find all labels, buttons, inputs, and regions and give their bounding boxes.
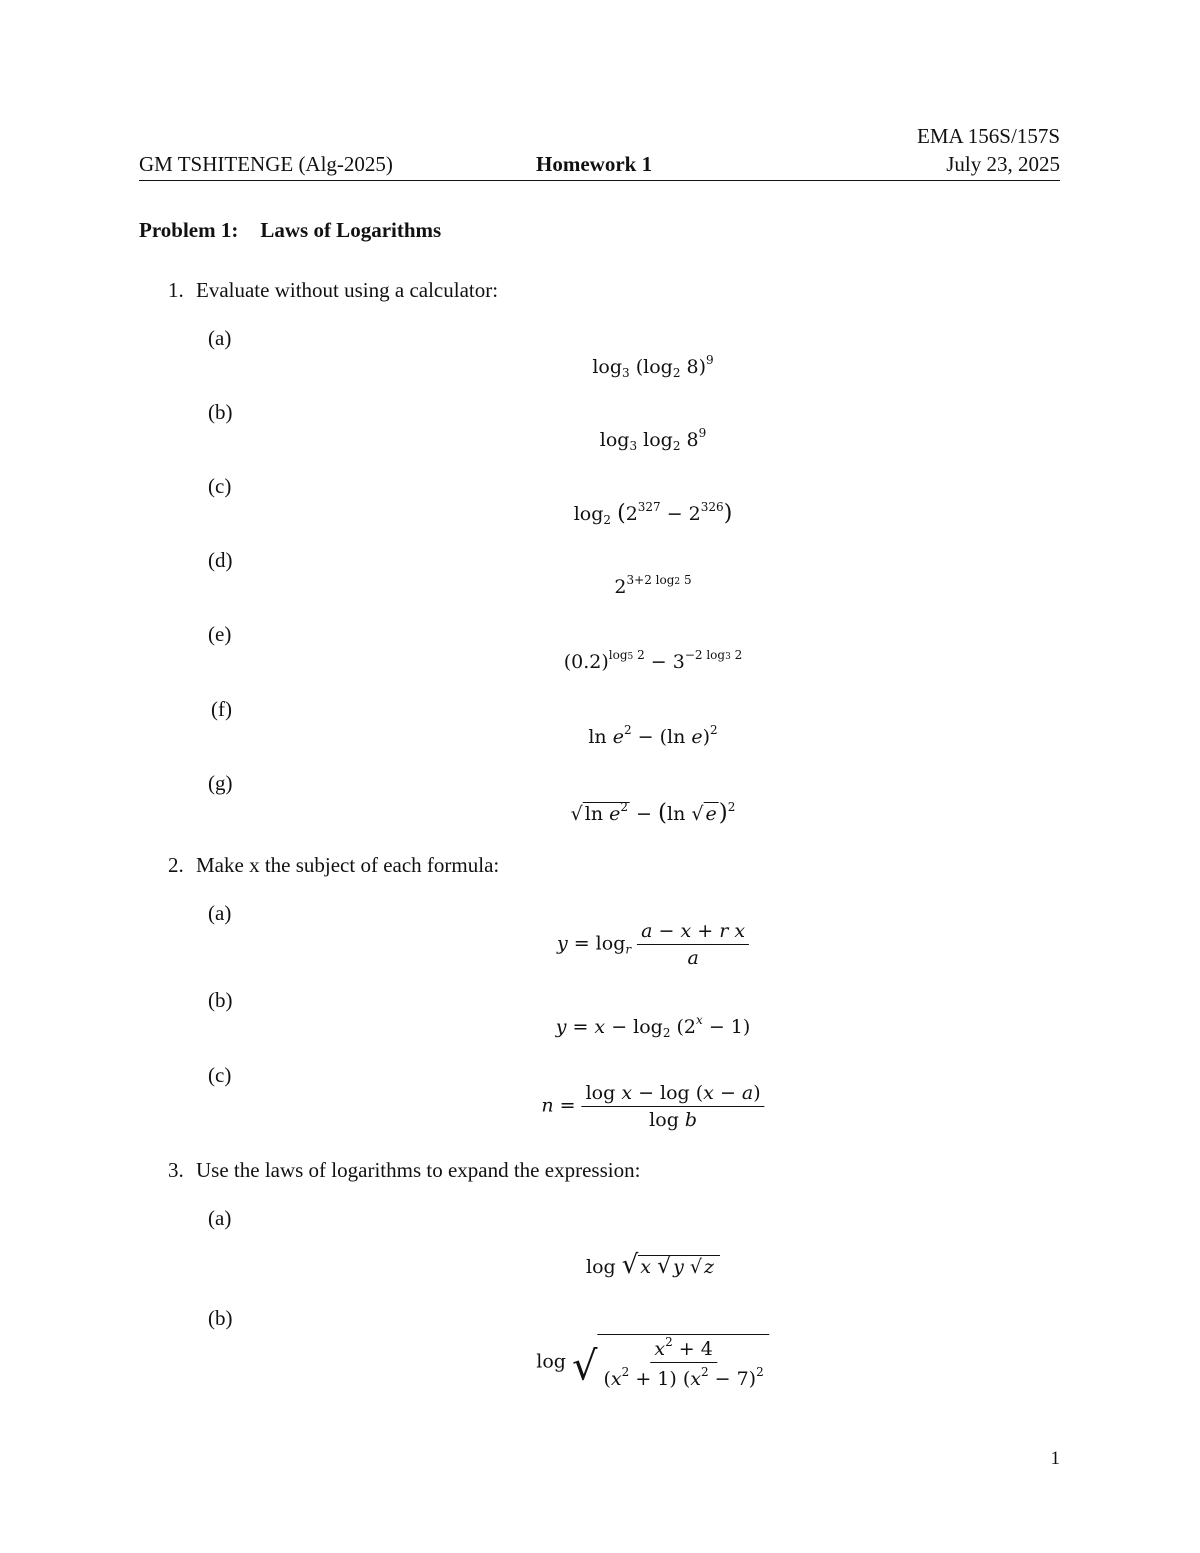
- math-expression: $\log_2 (2^{327} - 2^{326})$: [573, 500, 733, 527]
- document-title: Homework 1: [536, 152, 653, 176]
- author-label: GM TSHITENGE (Alg-2025): [139, 152, 393, 176]
- question-number: 3.: [168, 1158, 184, 1182]
- math-expression: $\log_3 (\log_2$ 8)$^9$: [592, 353, 714, 380]
- part-label: (g): [208, 771, 233, 795]
- part-label: (b): [208, 400, 233, 424]
- header-rule: [139, 180, 1060, 181]
- part-label: (b): [208, 988, 233, 1012]
- part-label: (a): [208, 901, 232, 925]
- math-expression: $\ln e^2 - (\ln$ e)$^2$: [588, 723, 718, 748]
- question-text: Make x the subject of each formula:: [196, 853, 500, 877]
- math-expression: $2^{3+2 log2 5}$: [614, 573, 692, 598]
- question-text: Evaluate without using a calculator:: [196, 278, 499, 302]
- math-expression: $y = x - \log_2 (2^x - 1)$: [555, 1013, 751, 1040]
- part-label: (b): [208, 1306, 233, 1330]
- problem-heading: [139, 218, 441, 243]
- math-expression: $\log_3 \log_2 8^9$: [599, 426, 707, 453]
- question-text: Use the laws of logarithms to expand the expression:: [196, 1158, 641, 1182]
- part-label: (c): [208, 474, 232, 498]
- problem-label: Problem 1:: [139, 218, 239, 242]
- part-label: (d): [208, 548, 233, 572]
- math-expression: n = $\frac{\text{log x − log (x − a)}}{\text{log b}}$: [541, 1082, 764, 1131]
- question-1: [168, 278, 498, 303]
- question-3: [168, 1158, 640, 1183]
- question-number: 1.: [168, 278, 184, 302]
- part-label: (a): [208, 326, 232, 350]
- math-expression: log √ x √ y √ z: [586, 1250, 720, 1280]
- date-label: July 23, 2025: [946, 152, 1060, 176]
- math-expression: log √ $\frac{x^2 + 4}{(x^2 + 1) (x^2 - 7)^2}$: [536, 1334, 769, 1390]
- part-label: (c): [208, 1063, 232, 1087]
- math-expression: $(0.2)^{log5 2} - 3^{-2 log3 2}$: [563, 648, 743, 673]
- math-expression: √ $\ln e^2 - (\ln$ √ e)$^2$: [570, 800, 736, 826]
- problem-title: Laws of Logarithms: [260, 218, 442, 242]
- question-number: 2.: [168, 853, 184, 877]
- question-2: [168, 853, 499, 878]
- course-code: EMA 156S/157S: [917, 124, 1060, 148]
- part-label: (a): [208, 1206, 232, 1230]
- page-number: 1: [1050, 1448, 1060, 1469]
- math-expression: $y = \log_r$ $\frac{\text{a − x + r x}}{a}$: [557, 920, 749, 969]
- part-label: (f): [211, 697, 232, 721]
- part-label: (e): [208, 622, 232, 646]
